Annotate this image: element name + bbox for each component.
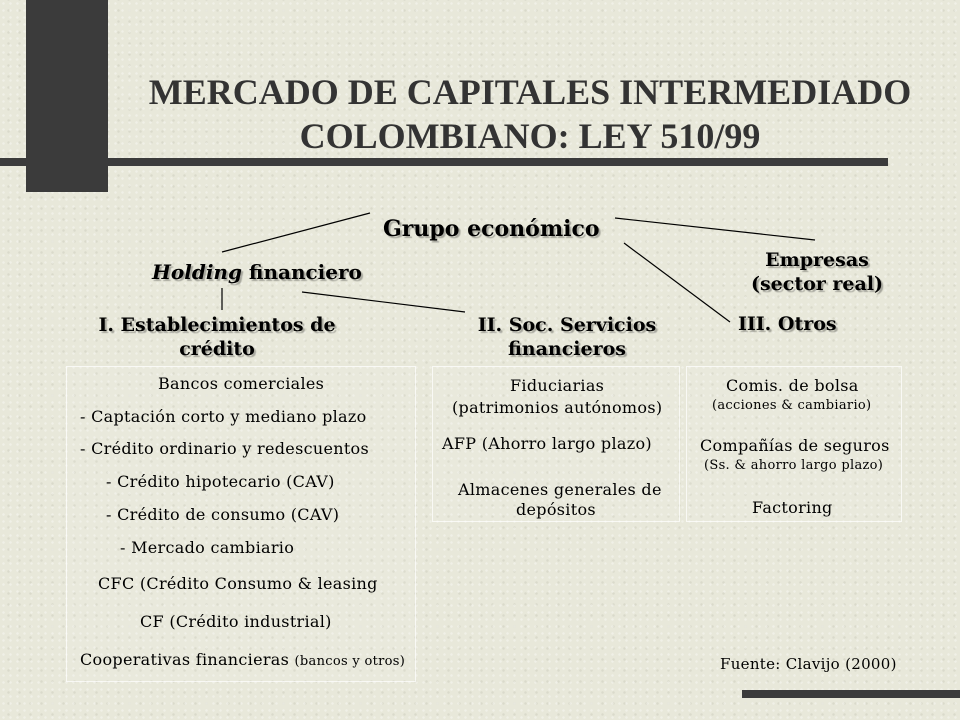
item-cf: CF (Crédito industrial): [140, 612, 332, 631]
item-fiduciarias: Fiduciarias: [510, 376, 605, 395]
node-otros: III. Otros: [738, 313, 837, 335]
item-cooperativas-main: Cooperativas financieras: [80, 650, 295, 669]
title-line-2: COLOMBIANO: LEY 510/99: [299, 116, 761, 156]
node-empresas: Empresas (sector real): [750, 249, 884, 295]
item-cfc: CFC (Crédito Consumo & leasing: [98, 574, 378, 593]
item-bancos-comerciales: Bancos comerciales: [158, 374, 325, 393]
item-credito-ordinario: - Crédito ordinario y redescuentos: [80, 439, 370, 458]
item-afp: AFP (Ahorro largo plazo): [442, 434, 652, 453]
item-factoring: Factoring: [752, 498, 833, 517]
item-patrimonios: (patrimonios autónomos): [452, 398, 663, 417]
item-depositos: depósitos: [516, 500, 596, 519]
connector-holding-servicios: [302, 292, 465, 312]
item-cooperativas: [80, 650, 405, 669]
item-credito-consumo: - Crédito de consumo (CAV): [106, 505, 340, 524]
holding-italic-word: Holding: [152, 260, 242, 284]
item-almacenes: Almacenes generales de: [458, 480, 662, 499]
node-establecimientos-credito: I. Establecimientos de crédito: [98, 314, 336, 360]
item-companias-seguros: Compañías de seguros: [700, 436, 890, 455]
source-note: Fuente: Clavijo (2000): [720, 655, 897, 673]
item-comis-bolsa: Comis. de bolsa: [726, 376, 859, 395]
node-holding-financiero: [152, 260, 362, 284]
connector-grupo-empresas: [615, 218, 815, 240]
connector-grupo-otros: [624, 243, 730, 322]
item-mercado-cambiario: - Mercado cambiario: [120, 538, 295, 557]
item-ss-ahorro: (Ss. & ahorro largo plazo): [704, 458, 884, 473]
title-line-1: MERCADO DE CAPITALES INTERMEDIADO: [148, 72, 912, 112]
connector-grupo-holding: [222, 213, 370, 252]
item-cooperativas-note: (bancos y otros): [294, 654, 406, 669]
node-servicios-financieros: II. Soc. Servicios financieros: [477, 314, 657, 360]
item-credito-hipotecario: - Crédito hipotecario (CAV): [106, 472, 335, 491]
item-captacion: - Captación corto y mediano plazo: [80, 407, 367, 426]
holding-rest-word: financiero: [241, 260, 362, 284]
item-acciones-cambiario: (acciones & cambiario): [712, 398, 872, 413]
node-grupo-economico: Grupo económico: [383, 216, 600, 242]
